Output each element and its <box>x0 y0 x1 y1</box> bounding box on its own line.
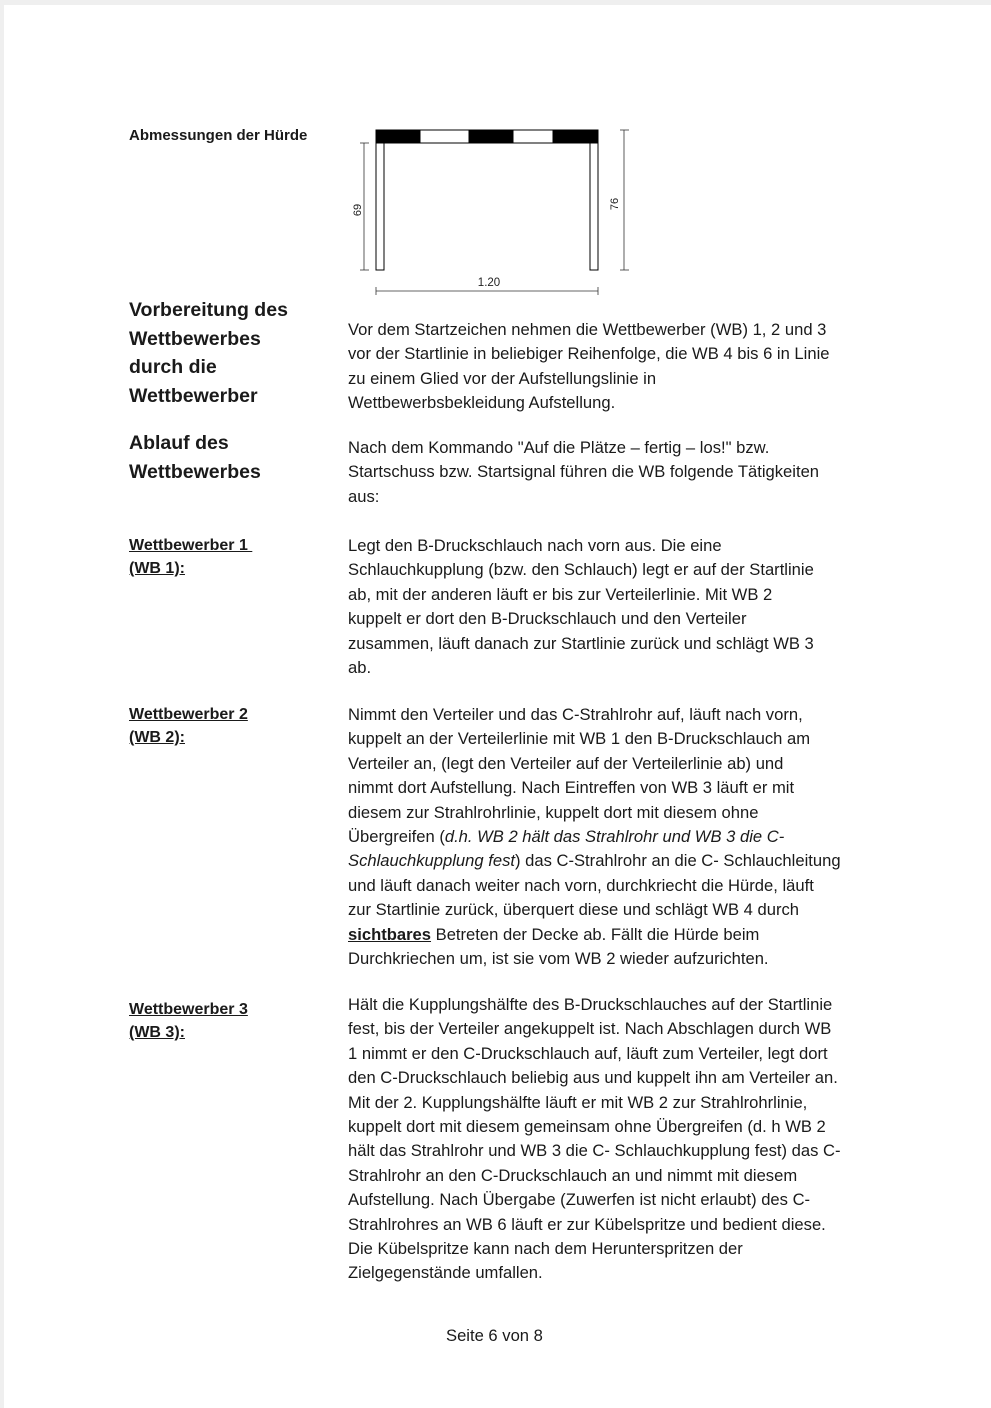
heading-line: (WB 3): <box>129 1024 185 1041</box>
text-run: ) das C-Strahlrohr an die C- Schlauchleitung <box>514 851 841 871</box>
text-line: Vor dem Startzeichen nehmen die Wettbewerber (WB) 1, 2 und 3 <box>348 320 827 339</box>
section-heading-ablauf <box>129 429 261 486</box>
hurdle-leg-left <box>376 143 384 270</box>
text-line: zusammen, läuft danach zur Startlinie zurück und schlägt WB 3 <box>348 633 814 653</box>
text-line: Aufstellung. Nach Übergabe (Zuwerfen ist nicht erlaubt) des C- <box>348 1190 811 1210</box>
figure-title: Abmessungen der Hürde <box>129 127 308 144</box>
text-run: Übergreifen ( <box>348 827 445 847</box>
text-line: diesem zur Strahlrohrlinie, kuppelt dort mit diesem ohne <box>348 802 759 822</box>
text-line: Strahlrohres an WB 6 läuft er zur Kübelspritze und bedient diese. <box>348 1214 826 1234</box>
hurdle-bar-segment-dark <box>376 130 420 143</box>
text-line: Nimmt den Verteiler und das C-Strahlrohr auf, läuft nach vorn, <box>348 705 803 724</box>
text-line: Strahlrohr an den C-Druckschlauch an und nimmt mit diesem <box>348 1165 798 1185</box>
text-line: und läuft danach weiter nach vorn, durchkriecht die Hürde, läuft <box>348 875 814 895</box>
dimension-label-left: 69 <box>352 203 364 217</box>
hurdle-bar-segment-dark <box>553 130 598 143</box>
section-heading-wb1 <box>129 534 252 580</box>
text-line: Verteiler an, (legt den Verteiler auf der Verteilerlinie ab) und <box>348 753 784 773</box>
text-line: zur Startlinie zurück, überquert diese und schlägt WB 4 durch <box>348 900 800 920</box>
section-text-ablauf <box>348 436 893 509</box>
text-line <box>348 923 893 947</box>
hurdle-leg-right <box>590 143 598 270</box>
heading-line: Wettbewerbes <box>129 460 261 483</box>
heading-line: (WB 2): <box>129 729 185 746</box>
heading-line: Wettbewerber 2 <box>129 706 248 723</box>
text-line: nimmt dort Aufstellung. Nach Eintreffen von WB 3 läuft er mit <box>348 778 795 798</box>
section-heading-wb2 <box>129 703 248 749</box>
text-line: Durchkriechen um, ist sie vom WB 2 wieder aufzurichten. <box>348 949 769 969</box>
text-run-italic: d.h. WB 2 hält das Strahlrohr und WB 3 die C- <box>444 827 785 847</box>
dimension-label-bottom: 1.20 <box>477 277 501 289</box>
text-line: vor der Startlinie in beliebiger Reihenfolge, die WB 4 bis 6 in Linie <box>348 344 830 364</box>
heading-line: Vorbereitung des <box>129 299 288 321</box>
text-line <box>348 825 893 849</box>
heading-line: (WB 1): <box>129 560 185 577</box>
section-heading-wb3 <box>129 998 248 1044</box>
text-line: Startschuss bzw. Startsignal führen die WB folgende Tätigkeiten <box>348 462 820 482</box>
hurdle-bar-segment-light <box>420 130 469 143</box>
heading-line: Wettbewerber 3 <box>129 1001 248 1018</box>
text-line: ab, mit der anderen läuft er bis zur Verteilerlinie. Mit WB 2 <box>348 584 773 604</box>
section-text-wb3 <box>348 993 893 1286</box>
heading-line: Wettbewerber <box>129 384 258 407</box>
heading-line: Wettbewerber 1 <box>129 537 253 554</box>
text-line: den C-Druckschlauch beliebig aus und kuppelt ihn am Verteiler an. <box>348 1068 838 1088</box>
text-line: fest, bis der Verteiler angekuppelt ist. Nach Abschlagen durch WB <box>348 1019 832 1039</box>
text-line: aus: <box>348 486 380 506</box>
heading-line: durch die <box>129 356 217 378</box>
text-line: Die Kübelspritze kann nach dem Herunterspritzen der <box>348 1239 743 1259</box>
text-line: 1 nimmt er den C-Druckschlauch auf, läuft zum Verteiler, legt dort <box>348 1043 828 1063</box>
text-run: Betreten der Decke ab. Fällt die Hürde beim <box>431 924 760 944</box>
text-line: ab. <box>348 658 372 678</box>
hurdle-bar-segment-light <box>513 130 553 143</box>
text-line: zu einem Glied vor der Aufstellungslinie in <box>348 368 657 388</box>
text-run-emphasis: sichtbares <box>348 924 432 944</box>
text-line: kuppelt an der Verteilerlinie mit WB 1 den B-Druckschlauch am <box>348 729 811 749</box>
document-page <box>4 5 991 1408</box>
text-line: Mit der 2. Kupplungshälfte läuft er mit WB 2 zur Strahlrohrlinie, <box>348 1092 808 1112</box>
text-line: Nach dem Kommando "Auf die Plätze – fertig – los!" bzw. <box>348 438 770 457</box>
heading-line: Wettbewerbes <box>129 327 261 350</box>
text-line: Schlauchkupplung (bzw. den Schlauch) legt er auf der Startlinie <box>348 560 814 580</box>
section-text-wb2 <box>348 703 893 971</box>
text-line: Wettbewerbsbekleidung Aufstellung. <box>348 393 616 413</box>
text-line: hält das Strahlrohr und WB 3 die C- Schlauchkupplung fest) das C- <box>348 1141 841 1161</box>
text-line: Legt den B-Druckschlauch nach vorn aus. Die eine <box>348 536 722 555</box>
text-line: kuppelt dort mit diesem gemeinsam ohne Übergreifen (d. h WB 2 <box>348 1117 826 1137</box>
text-line: Zielgegenstände umfallen. <box>348 1263 543 1283</box>
section-text-vorbereitung <box>348 318 893 416</box>
hurdle-diagram <box>334 120 644 300</box>
text-run-italic: Schlauchkupplung fest <box>348 851 515 871</box>
dimension-line-right <box>620 130 629 270</box>
text-line <box>348 849 893 873</box>
page-number: Seite 6 von 8 <box>446 1326 543 1345</box>
dimension-label-right: 76 <box>609 197 621 211</box>
section-text-wb1 <box>348 534 893 680</box>
text-line: Hält die Kupplungshälfte des B-Druckschlauches auf der Startlinie <box>348 995 833 1014</box>
text-line: kuppelt er dort den B-Druckschlauch und den Verteiler <box>348 609 747 629</box>
heading-line: Ablauf des <box>129 432 229 454</box>
hurdle-bar-segment-dark <box>469 130 513 143</box>
section-heading-vorbereitung <box>129 296 288 410</box>
